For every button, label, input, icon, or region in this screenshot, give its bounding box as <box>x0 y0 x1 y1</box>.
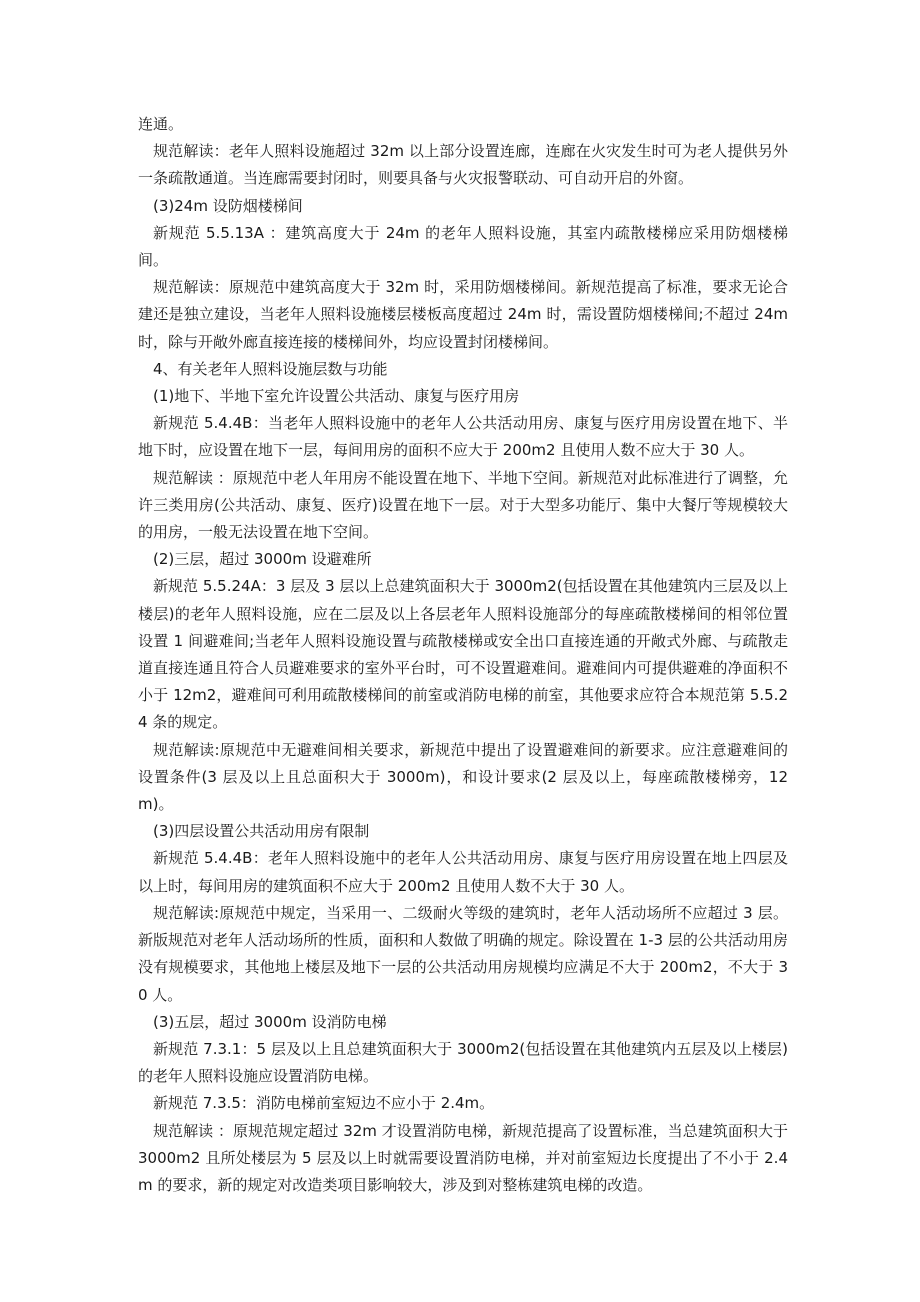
document-body <box>138 111 788 1199</box>
paragraph-interpretation: 规范解读:原规范中无避难间相关要求，新规范中提出了设置避难间的新要求。应注意避难间的设置条件(3 层及以上且总面积大于 3000m)，和设计要求(2 层及以上，每座疏散楼梯旁，12m)。 <box>138 740 788 814</box>
paragraph-new-code: 新规范 7.3.1：5 层及以上且总建筑面积大于 3000m2(包括设置在其他建筑内五层及以上楼层)的老年人照料设施应设置消防电梯。 <box>138 1039 788 1086</box>
subheading-smoke-stair: (3)24m 设防烟楼梯间 <box>153 196 303 215</box>
subheading-fire-elevator: (3)五层，超过 3000m 设消防电梯 <box>153 1012 387 1031</box>
paragraph-new-code: 新规范 5.5.13A ：建筑高度大于 24m 的老年人照料设施，其室内疏散楼梯应采用防烟楼梯间。 <box>138 223 788 270</box>
paragraph-interpretation: 规范解读：原规范中建筑高度大于 32m 时，采用防烟楼梯间。新规范提高了标准，要求无论合建还是独立建设，当老年人照料设施楼层楼板高度超过 24m 时，需设置防烟楼梯间;不超过 24m 时，除与开敞外廊直接连接的楼梯间外，均应设置封闭楼梯间。 <box>138 278 788 351</box>
subheading-refuge-room: (2)三层，超过 3000m 设避难所 <box>153 550 372 569</box>
subheading-basement-rooms: (1)地下、半地下室允许设置公共活动、康复与医疗用房 <box>153 387 520 406</box>
paragraph-new-code: 新规范 5.4.4B：老年人照料设施中的老年人公共活动用房、康复与医疗用房设置在地上四层及以上时，每间用房的建筑面积不应大于 200m2 且使用人数不大于 30 人。 <box>138 849 788 895</box>
paragraph-interpretation: 规范解读：老年人照料设施超过 32m 以上部分设置连廊，连廊在火灾发生时可为老人提供另外一条疏散通道。当连廊需要封闭时，则要具备与火灾报警联动、可自动开启的外窗。 <box>138 142 788 188</box>
section-heading-floors-functions: 4、有关老年人照料设施层数与功能 <box>153 359 388 378</box>
paragraph-interpretation: 规范解读 ：原规范规定超过 32m 才设置消防电梯，新规范提高了设置标准，当总建筑面积大于 3000m2 且所处楼层为 5 层及以上时就需要设置消防电梯，并对前室短边长度提出了不小于 2.4m 的要求，新的规定对改造类项目影响较大，涉及到对整栋建筑电梯的改造。 <box>138 1121 788 1194</box>
paragraph-new-code: 新规范 5.4.4B：当老年人照料设施中的老年人公共活动用房、康复与医疗用房设置在地下、半地下时，应设置在地下一层，每间用房的面积不应大于 200m2 且使用人数不应大于 30 人。 <box>138 414 788 460</box>
subheading-fourth-floor: (3)四层设置公共活动用房有限制 <box>153 822 370 841</box>
paragraph-interpretation: 规范解读:原规范中规定，当采用一、二级耐火等级的建筑时，老年人活动场所不应超过 3 层。新版规范对老年人活动场所的性质，面积和人数做了明确的规定。除设置在 1-3 层的公共活动用房没有规模要求，其他地上楼层及地下一层的公共活动用房规模均应满足不大于 200m2，不大于 30 人。 <box>138 903 788 1004</box>
paragraph-new-code: 新规范 5.5.24A：3 层及 3 层以上总建筑面积大于 3000m2(包括设置在其他建筑内三层及以上楼层)的老年人照料设施，应在二层及以上各层老年人照料设施部分的每座疏散楼梯间的相邻位置设置 1 间避难间;当老年人照料设施设置与疏散楼梯或安全出口直接连通的开敞式外廊、与疏散走道直接连通且符合人员避难要求的室外平台时，可不设置避难间。避难间内可提供避难的净面积不小于 12m2，避难间可利用疏散楼梯间的前室或消防电梯的前室，其他要求应符合本规范第 5.5.24 条的规定。 <box>138 577 788 732</box>
paragraph-continuation: 连通。 <box>138 115 184 133</box>
paragraph-new-code: 新规范 7.3.5：消防电梯前室短边不应小于 2.4m。 <box>153 1094 495 1113</box>
paragraph-interpretation: 规范解读 ：原规范中老人年用房不能设置在地下、半地下空间。新规范对此标准进行了调整，允许三类用房(公共活动、康复、医疗)设置在地下一层。对于大型多功能厅、集中大餐厅等规模较大的用房，一般无法设置在地下空间。 <box>138 468 788 542</box>
